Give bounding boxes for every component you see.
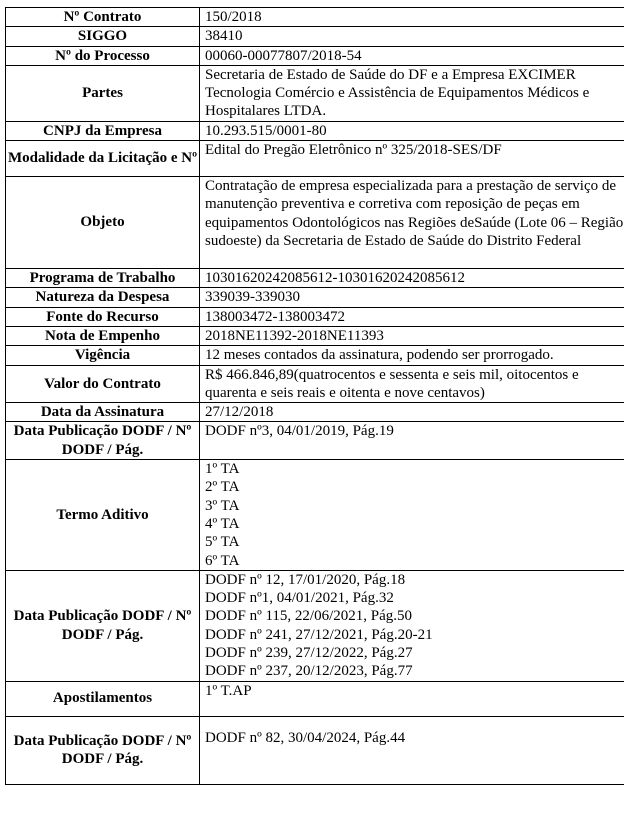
table-row (6, 27, 624, 46)
signature-date-label: Data da Assinatura (6, 403, 200, 422)
parties-label: Partes (6, 65, 200, 121)
company-cnpj-value (200, 121, 624, 140)
resource-source-value (200, 307, 624, 326)
table-row (6, 681, 624, 716)
value-line: DODF nº 237, 20/12/2023, Pág.77 (205, 663, 413, 680)
value-line: 38410 (205, 28, 243, 45)
value-line: DODF nº 241, 27/12/2021, Pág.20-21 (205, 626, 433, 643)
contract-number-value (200, 8, 624, 27)
object-label: Objeto (6, 177, 200, 269)
parties-value (200, 65, 624, 121)
table-row (6, 46, 624, 65)
contract-summary-table (5, 7, 624, 785)
contract-value-value (200, 365, 624, 403)
work-program-label: Programa de Trabalho (6, 269, 200, 288)
object-value (200, 177, 624, 269)
company-cnpj-label: CNPJ da Empresa (6, 121, 200, 140)
table-row (6, 422, 624, 460)
table-body (6, 8, 624, 785)
dodf-publication-value (200, 422, 624, 460)
validity-value (200, 346, 624, 365)
work-program-value (200, 269, 624, 288)
table-row (6, 716, 624, 784)
contract-number-label: Nº Contrato (6, 8, 200, 27)
bidding-modality-label: Modalidade da Licitação e Nº (6, 141, 200, 177)
table-row (6, 403, 624, 422)
siggo-value (200, 27, 624, 46)
commitment-note-value (200, 326, 624, 345)
table-row (6, 346, 624, 365)
value-line: DODF nº3, 04/01/2019, Pág.19 (205, 423, 394, 440)
table-row (6, 460, 624, 571)
expense-nature-label: Natureza da Despesa (6, 288, 200, 307)
value-line: 1º TA (205, 461, 240, 478)
validity-label: Vigência (6, 346, 200, 365)
value-line: Edital do Pregão Eletrônico nº 325/2018-SES/DF (205, 142, 502, 159)
amendment-publications-value (200, 570, 624, 681)
value-line: 6º TA (205, 552, 240, 569)
value-line: 1º T.AP (205, 682, 252, 699)
contract-value-label: Valor do Contrato (6, 365, 200, 403)
amendment-terms-value (200, 460, 624, 571)
amendment-publications-label: Data Publicação DODF / Nº DODF / Pág. (6, 570, 200, 681)
table-row (6, 65, 624, 121)
apostilles-value (200, 681, 624, 716)
expense-nature-value (200, 288, 624, 307)
siggo-label: SIGGO (6, 27, 200, 46)
table-row (6, 121, 624, 140)
value-line: Secretaria de Estado de Saúde do DF e a Empresa EXCIMER Tecnologia Comércio e Assistência de Equipamentos Médicos e Hospitalares LTDA. (205, 66, 590, 120)
resource-source-label: Fonte do Recurso (6, 307, 200, 326)
value-line: Contratação de empresa especializada para a prestação de serviço de manutenção preventiva e corretiva com reposição de peças em equipamentos Odontológicos nas Regiões deSaúde (Lote 06 – Região sudoeste) da Secretaria de Estado de Saúde do Distrito Federal (205, 178, 624, 249)
table-row (6, 269, 624, 288)
value-line: DODF nº 239, 27/12/2022, Pág.27 (205, 645, 413, 662)
table-row (6, 288, 624, 307)
apostilles-label: Apostilamentos (6, 681, 200, 716)
value-line: 00060-00077807/2018-54 (205, 47, 362, 64)
table-row (6, 570, 624, 681)
dodf-publication-label: Data Publicação DODF / Nº DODF / Pág. (6, 422, 200, 460)
bidding-modality-value (200, 141, 624, 177)
table-row (6, 307, 624, 326)
value-line: 150/2018 (205, 9, 262, 25)
value-line: DODF nº 115, 22/06/2021, Pág.50 (205, 608, 413, 625)
table-row (6, 8, 624, 27)
value-line: DODF nº1, 04/01/2021, Pág.32 (205, 590, 394, 607)
apostille-publication-value (200, 716, 624, 784)
table-row (6, 326, 624, 345)
table-row (6, 365, 624, 403)
value-line: R$ 466.846,89(quatrocentos e sessenta e seis mil, oitocentos e quarenta e seis reais e oitenta e nove centavos) (205, 366, 579, 401)
amendment-terms-label: Termo Aditivo (6, 460, 200, 571)
table-row (6, 141, 624, 177)
value-line: 5º TA (205, 534, 240, 551)
signature-date-value (200, 403, 624, 422)
value-line: 2º TA (205, 479, 240, 496)
value-line: 3º TA (205, 497, 240, 514)
value-line: 12 meses contados da assinatura, podendo ser prorrogado. (205, 347, 554, 364)
commitment-note-label: Nota de Empenho (6, 326, 200, 345)
value-line: 4º TA (205, 515, 240, 532)
process-number-label: Nº do Processo (6, 46, 200, 65)
apostille-publication-label: Data Publicação DODF / Nº DODF / Pág. (6, 716, 200, 784)
value-line: 339039-339030 (205, 289, 300, 306)
value-line: 138003472-138003472 (205, 308, 345, 325)
process-number-value (200, 46, 624, 65)
value-line: DODF nº 82, 30/04/2024, Pág.44 (205, 729, 406, 746)
value-line: 10.293.515/0001-80 (205, 122, 327, 139)
table-row (6, 177, 624, 269)
value-line: 27/12/2018 (205, 404, 274, 421)
value-line: 2018NE11392-2018NE11393 (205, 327, 384, 344)
value-line: 10301620242085612-10301620242085612 (205, 270, 465, 287)
value-line: DODF nº 12, 17/01/2020, Pág.18 (205, 571, 406, 588)
